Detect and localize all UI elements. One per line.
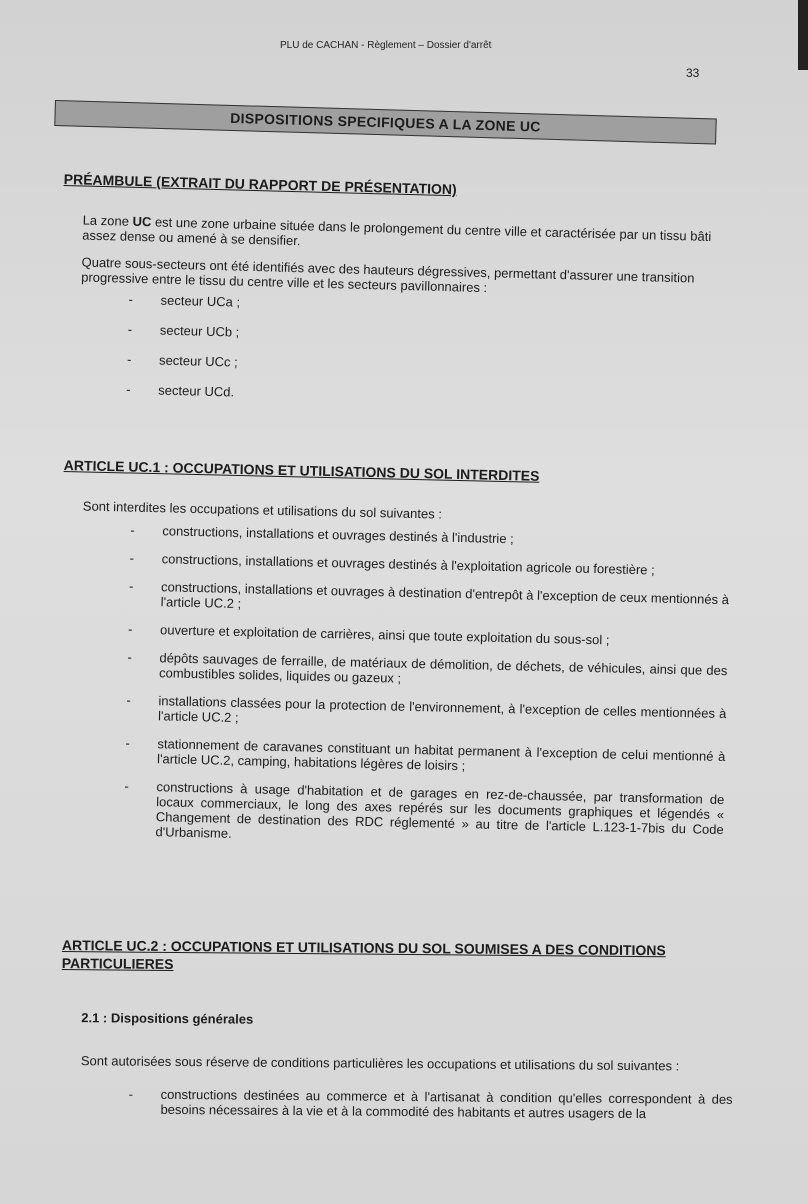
article-uc2-intro: Sont autorisées sous réserve de conditions particulières les occupations et utilisations du sol suivantes : bbox=[80, 1053, 680, 1074]
page-number: 33 bbox=[686, 66, 700, 80]
article-uc2-section bbox=[60, 936, 734, 1122]
list-item: - secteur UCa ; bbox=[110, 291, 732, 322]
article-uc1-intro: Sont interdites les occupations et utilisations du sol suivantes : bbox=[82, 498, 443, 522]
prohibited-uses-list bbox=[105, 522, 730, 852]
list-item: - constructions destinées au commerce et à l'artisanat à condition qu'elles correspondent à des besoins nécessaires à la vie et à la commodité des habitants et autres usagers de la bbox=[110, 1086, 732, 1121]
list-item: - dépôts sauvages de ferraille, de matériaux de démolition, de déchets, de véhicules, ainsi que des combustibles solides, liquides ou gazeux ; bbox=[109, 649, 728, 693]
preambule-para1-prefix: La zone bbox=[82, 212, 133, 229]
list-item: - constructions, installations et ouvrages destinés à l'industrie ; bbox=[112, 522, 730, 551]
list-item: - stationnement de caravanes constituant un habitat permanent à l'exception de celui mentionné à l'article UC.2, camping, habitations légères de loisirs ; bbox=[107, 735, 726, 779]
zone-code: UC bbox=[132, 213, 152, 230]
preambule-title: PRÉAMBULE (EXTRAIT DU RAPPORT DE PRÉSENTATION) bbox=[63, 170, 457, 198]
preambule-section bbox=[58, 170, 736, 413]
sector-list bbox=[108, 291, 733, 412]
preambule-para1-rest: est une zone urbaine située dans le prolongement du centre ville et caractérisée par un tissu bâti assez dense ou amené à se densifier. bbox=[82, 214, 712, 249]
zone-banner-text: DISPOSITIONS SPECIFIQUES A LA ZONE UC bbox=[230, 109, 541, 135]
list-item: - secteur UCc ; bbox=[109, 351, 731, 382]
preambule-paragraph-1 bbox=[82, 213, 735, 260]
list-item: - constructions, installations et ouvrages destinés à l'exploitation agricole ou forestière ; bbox=[112, 550, 730, 579]
list-item: - constructions à usage d'habitation et de garages en rez-de-chaussée, par transformation de locaux commerciaux, le long des axes repérés sur les documents graphiques et légendés « Changement de destination des RDC réglementé » au titre de l'article L.123-1-7bis du Code d'Urbanisme. bbox=[105, 778, 724, 852]
zone-banner bbox=[54, 100, 716, 144]
article-uc2-title: ARTICLE UC.2 : OCCUPATIONS ET UTILISATIONS DU SOL SOUMISES A DES CONDITIONS PARTICULIERES bbox=[61, 936, 666, 972]
page-edge-shadow bbox=[798, 0, 808, 70]
list-item: - ouverture et exploitation de carrières, ainsi que toute exploitation du sous-sol ; bbox=[110, 621, 728, 650]
list-item: - secteur UCd. bbox=[108, 381, 730, 412]
article-uc1-section bbox=[55, 456, 731, 852]
list-item: - secteur UCb ; bbox=[110, 321, 732, 352]
preambule-paragraph-2: Quatre sous-secteurs ont été identifiés avec des hauteurs dégressives, permettant d'assurer une transition progressive entre le tissu du centre ville et les secteurs pavillonnaires : bbox=[81, 254, 695, 296]
article-uc1-title: ARTICLE UC.1 : OCCUPATIONS ET UTILISATIONS DU SOL INTERDITES bbox=[63, 456, 540, 484]
list-item: - constructions, installations et ouvrages à destination d'entrepôt à l'exception de ceux mentionnés à l'article UC.2 ; bbox=[111, 578, 730, 622]
conditional-uses-list bbox=[110, 1086, 732, 1121]
running-header: PLU de CACHAN - Règlement – Dossier d'arrêt bbox=[280, 40, 492, 51]
subsection-title: 2.1 : Dispositions générales bbox=[81, 1010, 254, 1027]
list-item: - installations classées pour la protection de l'environnement, à l'exception de celles mentionnées à l'article UC.2 ; bbox=[108, 692, 727, 736]
